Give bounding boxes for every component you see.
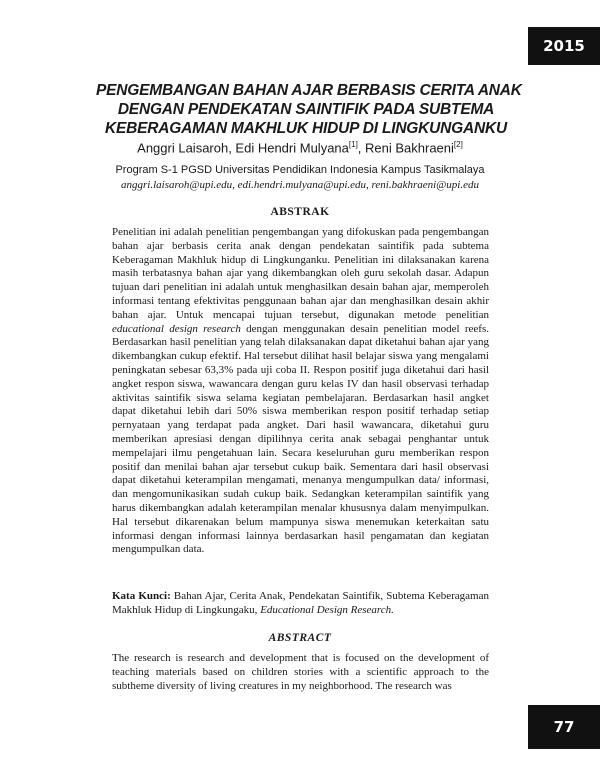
affiliation-mark-1: [1] xyxy=(348,140,358,149)
keywords-text: Bahan Ajar, Cerita Anak, Pendekatan Saintifik, Subtema Keberagaman Makhluk Hidup di Lingkungaku, xyxy=(112,590,489,616)
abstract-paragraph: The research is research and development that is focused on the development of teaching materials based on children stories with a scientific approach to the subtheme diversity of living creatures in my neighborhood. The research was xyxy=(112,652,489,692)
title-line: PENGEMBANGAN BAHAN AJAR BERBASIS CERITA ANAK xyxy=(96,82,522,99)
abstrak-method: educational design research xyxy=(112,322,241,335)
author-names-1: Anggri Laisaroh, Edi Hendri Mulyana xyxy=(137,140,349,156)
title-line: DENGAN PENDEKATAN SAINTIFIK PADA SUBTEMA xyxy=(117,101,495,118)
affiliation: Program S-1 PGSD Universitas Pendidikan Indonesia Kampus Tasikmalaya xyxy=(115,164,485,176)
abstrak-text-2: dengan menggunakan desain penelitian model reefs. Berdasarkan hasil penelitian yang telah dilaksanakan dapat diketahui bahan ajar yang dikembangkan cukup efektif. Hal tersebut dilihat hasil belajar siswa yang mengalami peningkatan sebesar 63,3% pada uji coba II. Respon positif juga diketahui dari hasil angket respon siswa, wawancara dengan guru kelas IV dan hasil observasi terhadap aktivitas saintifik siswa selama kegiatan pembelajaran. Berdasarkan hasil angket dapat diketahui lebih dari 50% siswa memberikan respon positif terhadap setiap pernyataan yang terdapat pada angket. Dari hasil wawancara, diketahui guru memberikan apresiasi dengan dipilihnya cerita anak sebagai penghantar untuk mempelajari ilmu pengetahuan lain. Secara keseluruhan guru memberikan respon positif dan menilai bahan ajar tersebut cukup baik. Sementara dari hasil observasi dapat diketahui keterampilan mengamati, menanya mengumpulkan data/ informasi, dan mengomunikasikan sudah cukup baik. Sedangkan keterampilan saintifik yang harus dikembangkan adalah keterampilan menalar khususnya dalam menyimpulkan. Hal tersebut dikarenakan belum mampunya siswa menemukan keterkaitan satu informasi dengan informasi lainnya berdasarkan hasil pengamatan dan kegiatan mengumpulkan data. xyxy=(112,322,489,556)
year-badge: 2015 xyxy=(528,27,600,65)
abstract-heading: ABSTRACT xyxy=(268,632,332,644)
keywords-label: Kata Kunci: xyxy=(112,590,171,602)
page-number: 77 xyxy=(528,705,600,749)
paper-title xyxy=(96,81,522,138)
abstrak-paragraph xyxy=(112,226,489,557)
author-list xyxy=(0,140,600,155)
title-line: KEBERAGAMAN MAKHLUK HIDUP DI LINGKUNGANKU xyxy=(105,120,507,137)
abstrak-text-1: Penelitian ini adalah penelitian pengembangan yang difokuskan pada pengembangan bahan ajar berbasis cerita anak dengan pendekatan saintifik pada subtema Keberagaman Makhluk hidup di Lingkunganku. Penelitian ini dilaksanakan karena masih terbatasnya bahan ajar yang dikembangkan oleh guru sekolah dasar. Adapun tujuan dari penelitian ini adalah untuk menghasilkan desain bahan ajar, memperoleh informasi tentang efektivitas penggunaan bahan ajar dan menghasilkan desain akhir bahan ajar. Untuk mencapai tujuan tersebut, digunakan metode penelitian xyxy=(112,226,489,321)
author-emails: anggri.laisaroh@upi.edu, edi.hendri.mulyana@upi.edu, reni.bakhraeni@upi.edu xyxy=(121,179,479,191)
author-names-2: , Reni Bakhraeni xyxy=(357,140,454,156)
abstrak-heading: ABSTRAK xyxy=(270,206,330,218)
keywords xyxy=(112,590,489,618)
keywords-italic: Educational Design Research. xyxy=(260,603,394,616)
abstrak-body xyxy=(112,226,489,557)
abstract-body xyxy=(112,652,489,693)
affiliation-mark-2: [2] xyxy=(453,140,463,149)
